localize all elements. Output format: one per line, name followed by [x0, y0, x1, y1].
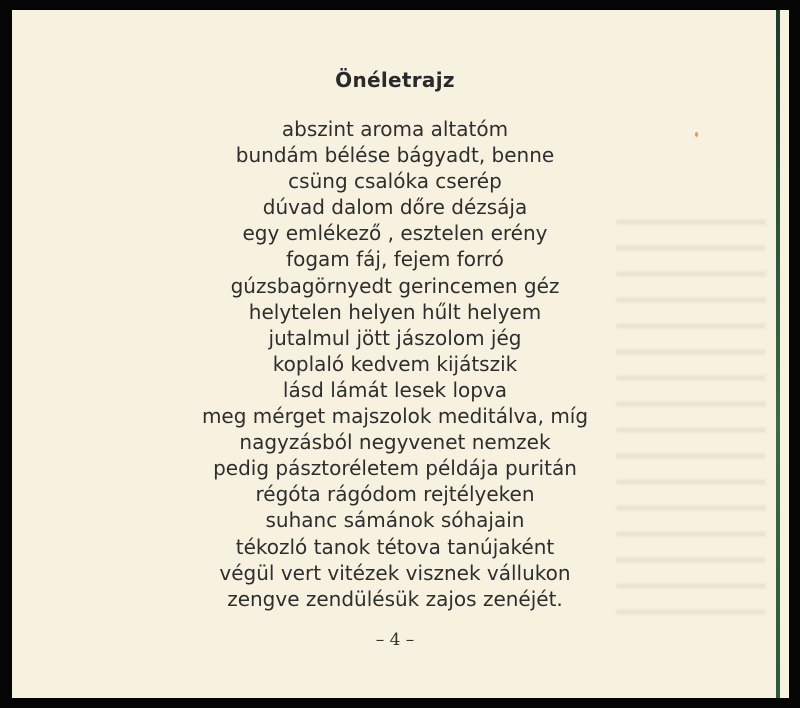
poem-line: koplaló kedvem kijátszik	[272, 351, 518, 376]
binding-edge	[776, 10, 780, 698]
poem-line: dúvad dalom dőre dézsája	[262, 195, 528, 220]
poem-line: zengve zendülésük zajos zenéjét.	[227, 586, 563, 611]
poem-line: csüng csalóka cserép	[288, 169, 502, 194]
poem-line: nagyzásból negyvenet nemzek	[239, 430, 551, 455]
poem-line: bundám bélése bágyadt, benne	[235, 143, 555, 168]
paper-sheet	[12, 10, 789, 698]
poem-line: egy emlékező , esztelen erény	[242, 221, 548, 246]
poem-body	[12, 116, 778, 612]
poem-line: tékozló tanok tétova tanújaként	[235, 534, 555, 559]
poem-line: gúzsbagörnyedt gerincemen géz	[230, 273, 560, 298]
poem-line: pedig pásztoréletem példája puritán	[213, 456, 577, 481]
poem-line: lásd lámát lesek lopva	[282, 377, 508, 402]
poem-title: Önéletrajz	[335, 68, 455, 92]
poem-line: helytelen helyen hűlt helyem	[248, 299, 542, 324]
poem-line: meg mérget majszolok meditálva, míg	[201, 404, 589, 429]
page-number: – 4 –	[375, 630, 415, 650]
poem-line: abszint aroma altatóm	[281, 117, 509, 141]
poem-line: jutalmul jött jászolom jég	[268, 325, 522, 350]
poem-line: suhanc sámánok sóhajain	[265, 508, 525, 533]
poem-line: régóta rágódom rejtélyeken	[255, 482, 535, 507]
poem-line: végül vert vitézek visznek vállukon	[219, 560, 571, 585]
poem-line: fogam fáj, fejem forró	[286, 247, 504, 272]
